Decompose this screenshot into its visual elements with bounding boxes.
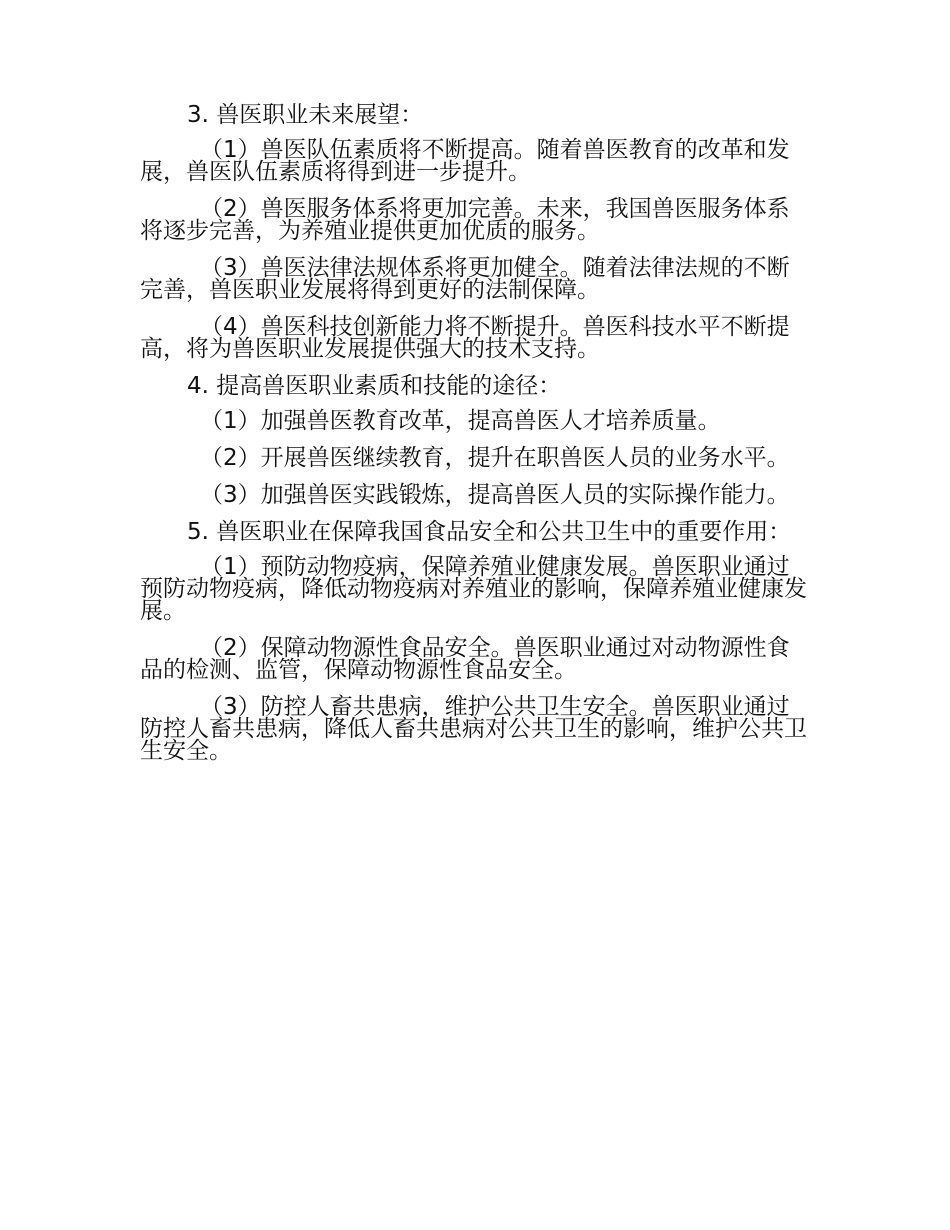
paragraph-3-1: （1）兽医队伍素质将不断提高。随着兽医教育的改革和发展，兽医队伍素质将得到进一步提升。 [140,137,790,185]
paragraph-5-2: （2）保障动物源性食品安全。兽医职业通过对动物源性食品的检测、监管，保障动物源性食品安全。 [140,635,790,683]
paragraph-4-2: （2）开展兽医继续教育，提升在职兽医人员的业务水平。 [200,445,790,471]
paragraph-4-1: （1）加强兽医教育改革，提高兽医人才培养质量。 [200,408,721,434]
paragraph-3-3: （3）兽医法律法规体系将更加健全。随着法律法规的不断完善，兽医职业发展将得到更好的法制保障。 [140,255,790,303]
paragraph-5-3: （3）防控人畜共患病，维护公共卫生安全。兽医职业通过防控人畜共患病，降低人畜共患病对公共卫生的影响，维护公共卫生安全。 [140,694,807,764]
paragraph-4-3: （3）加强兽医实践锻炼，提高兽医人员的实际操作能力。 [200,482,790,508]
document-body [140,104,810,777]
paragraph-3-4: （4）兽医科技创新能力将不断提升。兽医科技水平不断提高，将为兽医职业发展提供强大的技术支持。 [140,314,790,362]
paragraph-3-2: （2）兽医服务体系将更加完善。未来，我国兽医服务体系将逐步完善，为养殖业提供更加优质的服务。 [140,196,790,244]
section-heading-5: 5. 兽医职业在保障我国食品安全和公共卫生中的重要作用： [187,519,792,545]
section-heading-4: 4. 提高兽医职业素质和技能的途径： [187,373,562,399]
section-heading-3: 3. 兽医职业未来展望： [187,102,424,128]
paragraph-5-1: （1）预防动物疫病，保障养殖业健康发展。兽医职业通过预防动物疫病，降低动物疫病对养殖业的影响，保障养殖业健康发展。 [140,554,807,624]
